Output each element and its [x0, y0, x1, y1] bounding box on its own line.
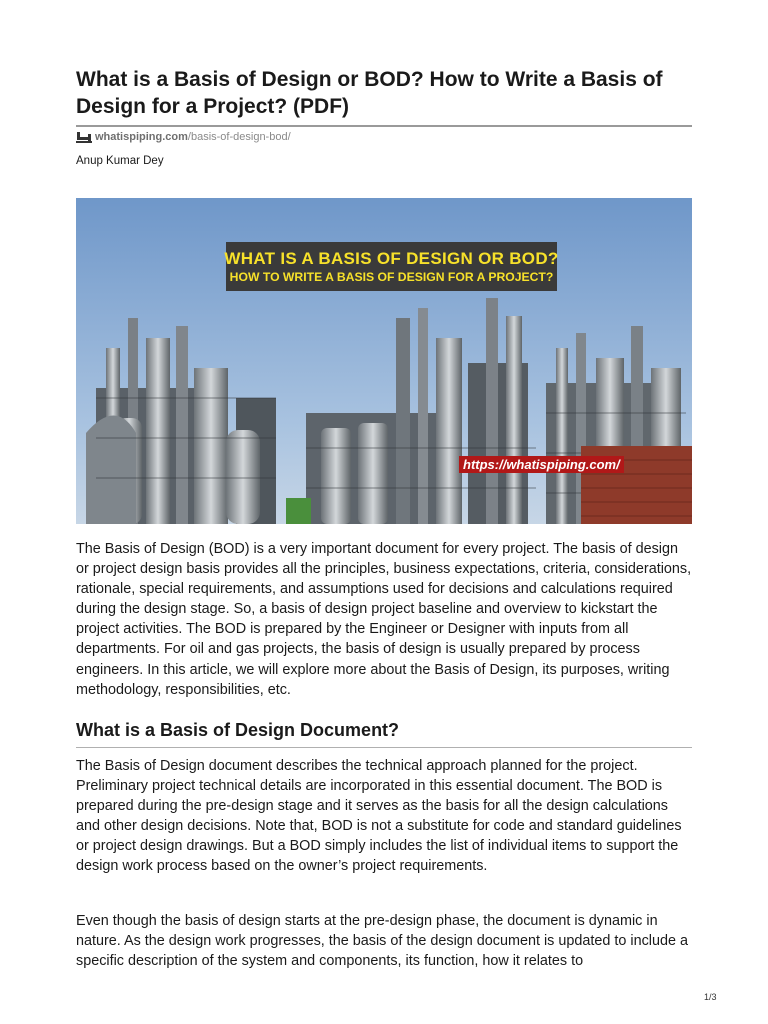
- title-divider: [76, 125, 692, 127]
- section-paragraph-1: The Basis of Design document describes the technical approach planned for the project. Preliminary project technical details are incorporated in this essential document. The BOD is prepared during the pre-design stage and it serves as the basis for all the design calculations and other design decisions. Note that, BOD is not a substitute for code and standard guidelines or project design drawings. But a BOD simply includes the list of individual items to support the design work process based on the owner’s project requirements.: [76, 758, 682, 875]
- section-divider: [76, 747, 692, 748]
- hero-image: [76, 198, 692, 524]
- section-paragraph-2: Even though the basis of design starts at the pre-design phase, the document is dynamic in nature. As the design work progresses, the basis of the design document is updated to include a specific description of the system and components, its function, how it relates to: [76, 913, 688, 970]
- intro-paragraph: The Basis of Design (BOD) is a very important document for every project. The basis of design or project design basis provides all the principles, business expectations, criteria, considerations, rationale, special requirements, and assumptions used for decisions and calculations required during the design stage. So, a basis of design project baseline and overview to kickstart the project activities. The BOD is prepared by the Engineer or Designer with inputs from all departments. For oil and gas projects, the basis of design is usually prepared by process engineers. In this article, we will explore more about the Basis of Design, its purposes, writing methodology, responsibilities, etc.: [76, 541, 692, 698]
- article-title: What is a Basis of Design or BOD? How to Write a Basis of Design for a Project? (PDF): [76, 68, 663, 118]
- hero-watermark: https://whatispiping.com/: [459, 456, 624, 473]
- whatispiping-logo-icon: [76, 131, 92, 143]
- source-link[interactable]: [76, 131, 291, 143]
- page-number: 1/3: [704, 992, 717, 1002]
- hero-banner: [226, 242, 557, 291]
- source-path: /basis-of-design-bod/: [187, 131, 291, 143]
- author-name: Anup Kumar Dey: [76, 155, 164, 167]
- section-heading: What is a Basis of Design Document?: [76, 720, 400, 740]
- source-domain: whatispiping.com: [95, 131, 188, 143]
- hero-banner-line2: HOW TO WRITE A BASIS OF DESIGN FOR A PROJECT?: [229, 270, 554, 284]
- hero-banner-line1: WHAT IS A BASIS OF DESIGN OR BOD?: [224, 249, 559, 268]
